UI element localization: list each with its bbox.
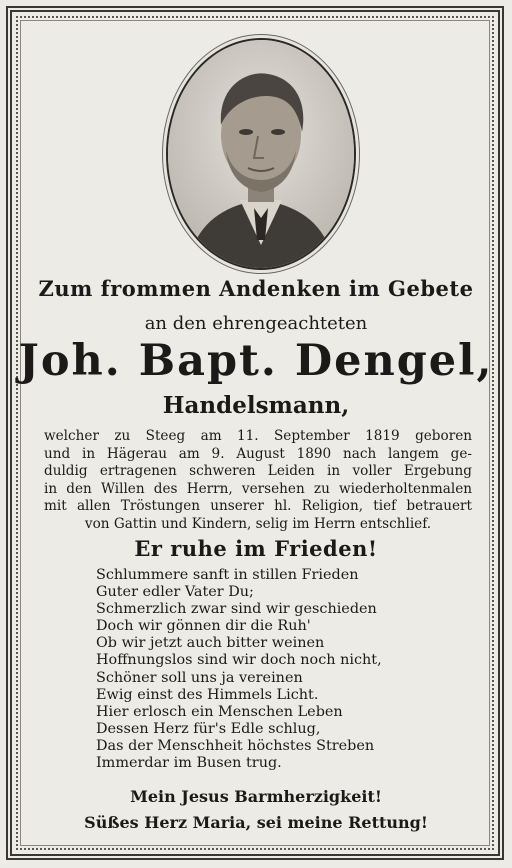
poem-line: Schlummere sanft in stillen Frieden (96, 567, 359, 583)
deceased-name: Joh. Bapt. Dengel, (18, 336, 494, 386)
poem-line: Hier erlosch ein Menschen Leben (96, 703, 343, 720)
biography-line: und in Hägerau am 9. August 1890 nach langem ge- (44, 445, 472, 462)
biography-line: mit allen Tröstungen unserer hl. Religion, tief betrauert (44, 498, 472, 514)
poem (96, 567, 436, 772)
biography-text (44, 428, 472, 533)
memory-heading: Zum frommen Andenken im Gebete (38, 276, 474, 301)
poem-line: Immerdar im Busen trug. (96, 755, 282, 772)
poem-line: Schmerzlich zwar sind wir geschieden (96, 601, 377, 618)
prayer-line-heart: Süßes Herz Maria, sei meine Rettung! (84, 813, 428, 832)
poem-line: Das der Menschheit höchstes Streben (96, 737, 375, 754)
poem-line: Guter edler Vater Du; (96, 584, 254, 601)
portrait-photo (166, 38, 356, 270)
biography-line: duldig ertragenen schweren Leiden in voller Ergebung (44, 463, 472, 479)
biography-line: welcher zu Steeg am 11. September 1819 geboren (44, 428, 472, 444)
poem-line: Ewig einst des Himmels Licht. (96, 686, 319, 703)
poem-line: Schöner soll uns ja vereinen (96, 669, 303, 686)
occupation: Handelsmann, (162, 392, 350, 419)
poem-line: Hoffnungslos sind wir doch noch nicht, (96, 652, 382, 669)
portrait-icon (168, 40, 354, 268)
honor-subheading: an den ehrengeachteten (144, 313, 368, 334)
poem-line: Ob wir jetzt auch bitter weinen (96, 635, 325, 652)
biography-line: von Gattin und Kindern, selig im Herrn entschlief. (84, 515, 432, 532)
poem-line: Doch wir gönnen dir die Ruh' (96, 618, 311, 635)
rest-in-peace-heading: Er ruhe im Frieden! (134, 536, 378, 561)
poem-line: Dessen Herz für's Edle schlug, (96, 720, 321, 737)
prayer-line-mercy: Mein Jesus Barmherzigkeit! (130, 787, 382, 806)
biography-line: in den Willen des Herrn, versehen zu wiederholtenmalen (44, 480, 472, 497)
